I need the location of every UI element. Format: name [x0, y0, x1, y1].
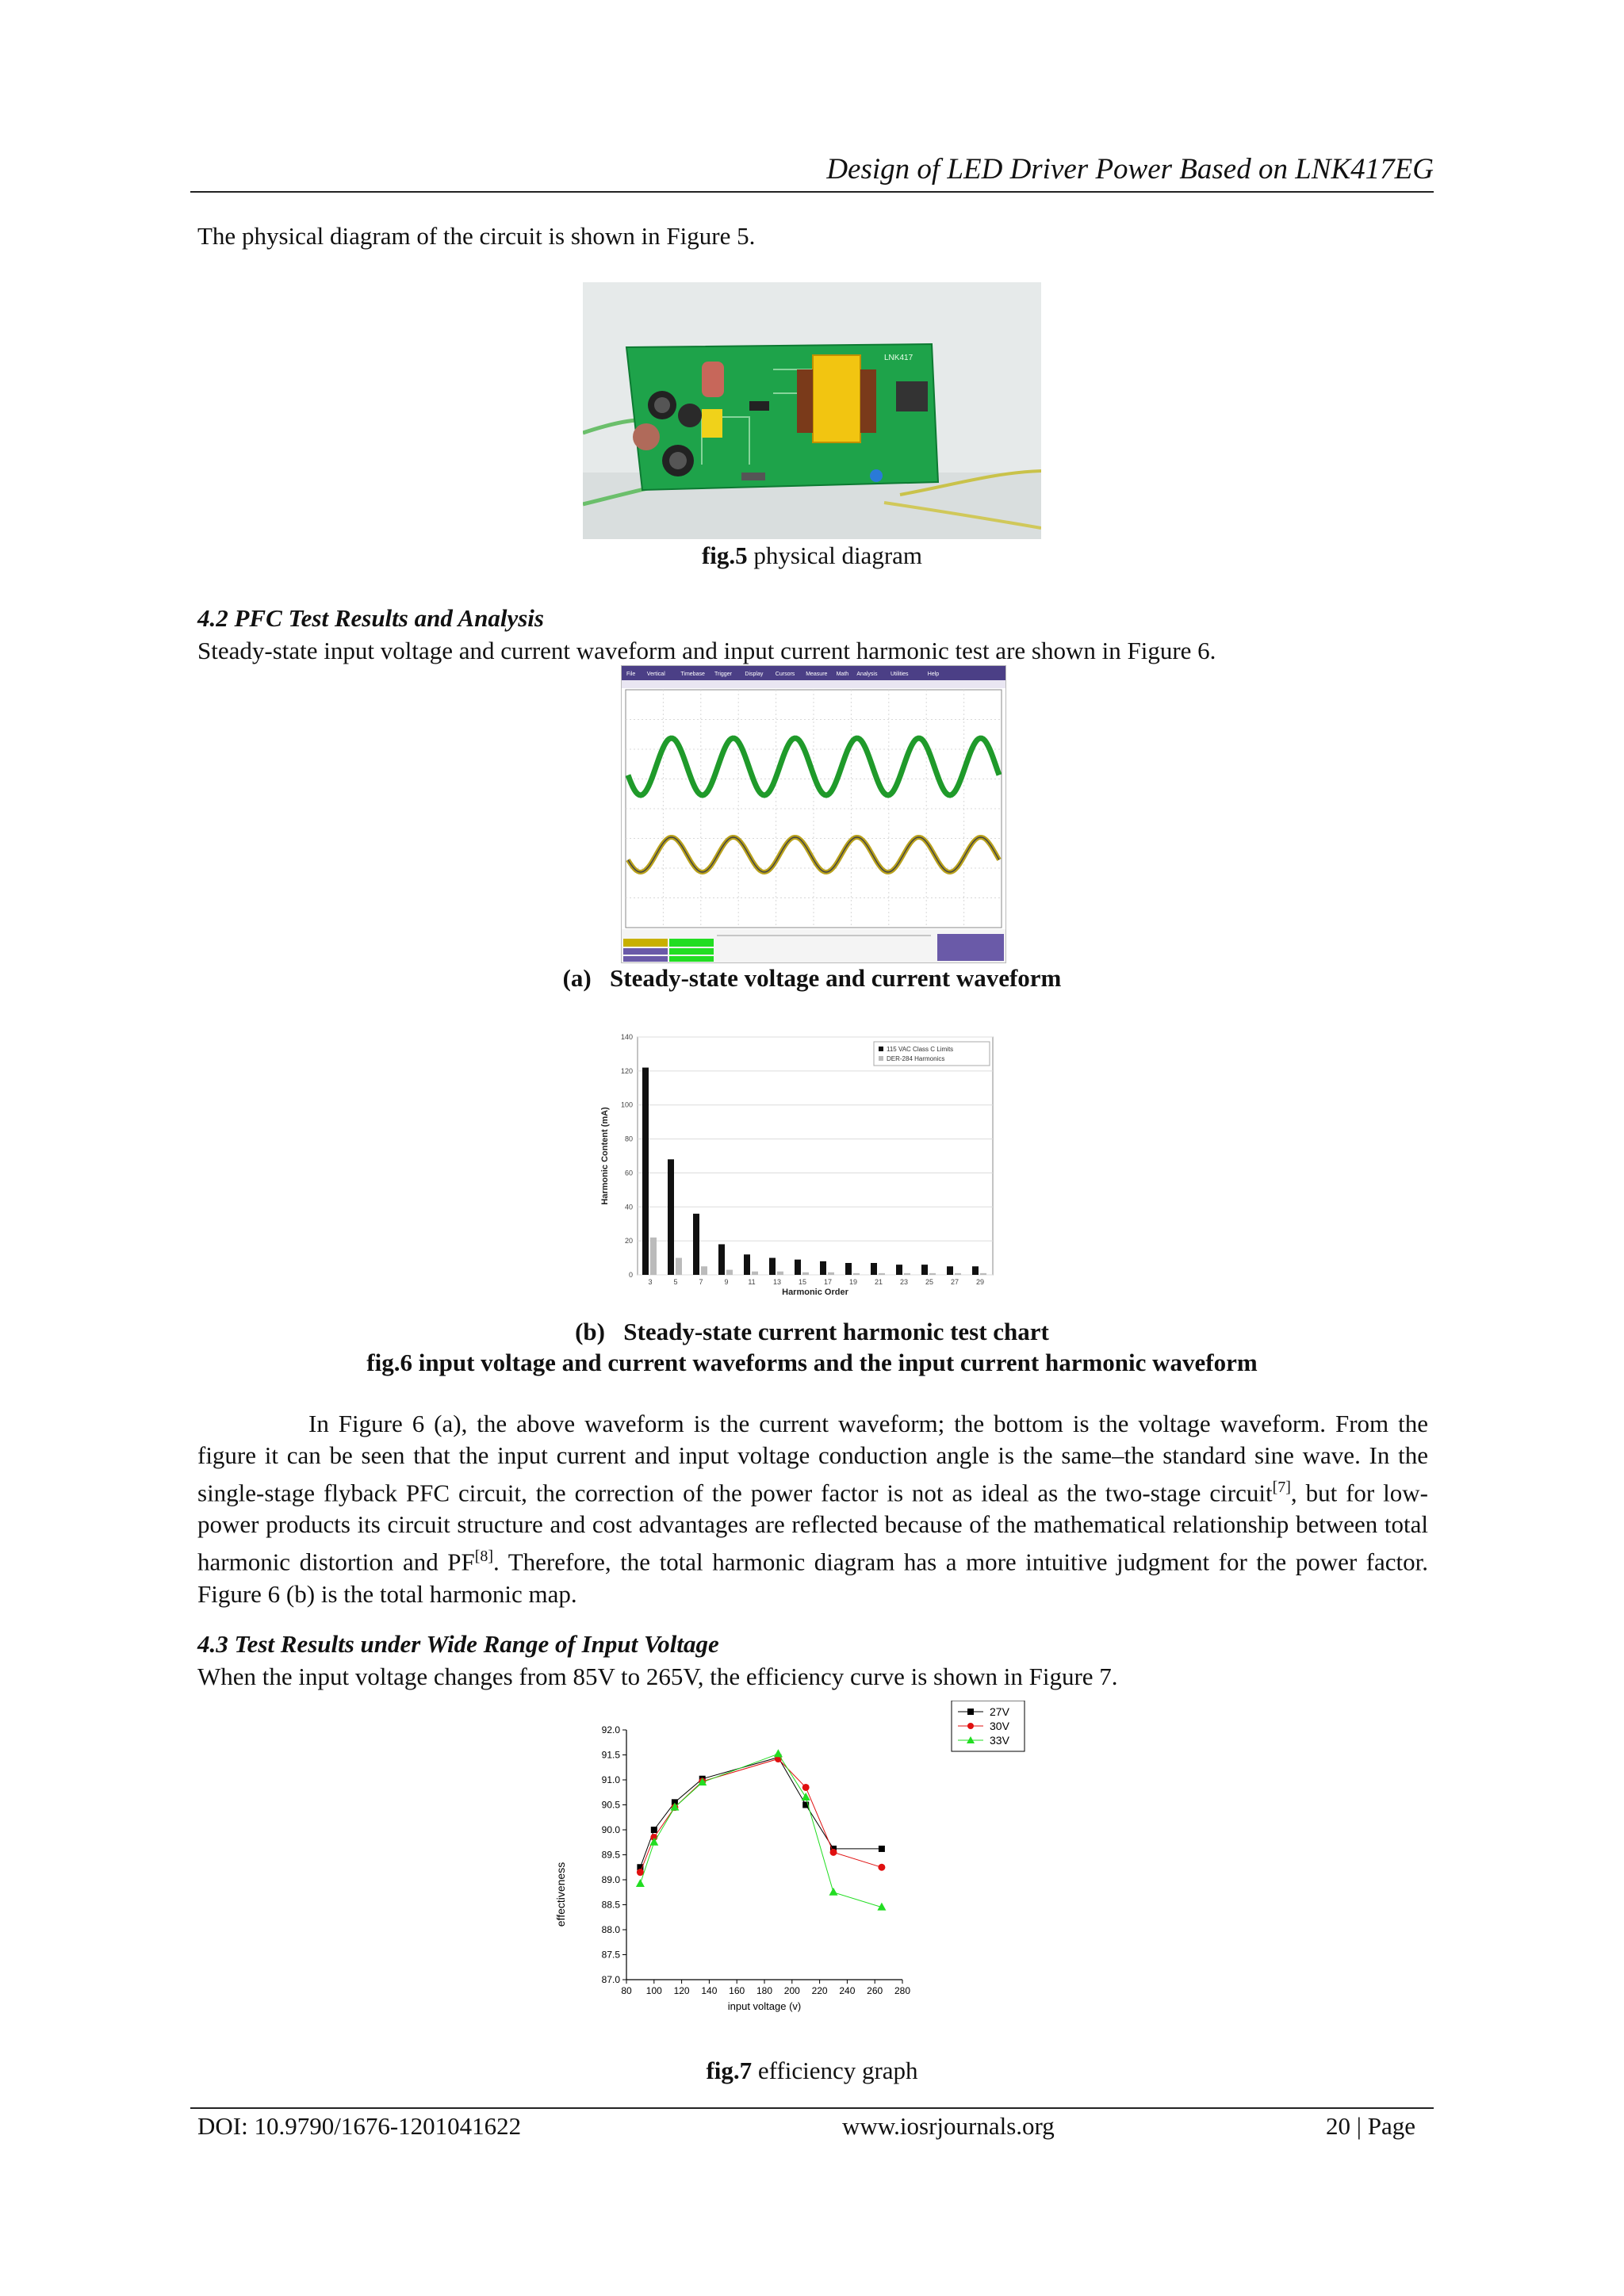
intro-text: The physical diagram of the circuit is shown in Figure 5.: [197, 222, 756, 250]
bar-class-c-limit: [668, 1159, 674, 1275]
line-series-27V: [640, 1758, 882, 1868]
bar-class-c-limit: [896, 1265, 902, 1275]
bar-class-c-limit: [795, 1260, 801, 1275]
bar-der-284-harmonic: [752, 1272, 758, 1275]
oscilloscope-screenshot: [621, 665, 1006, 963]
bar-y-tick-label: 0: [628, 1271, 633, 1279]
citation-7: [7]: [1272, 1479, 1291, 1496]
line-x-tick-label: 180: [756, 1985, 773, 1996]
line-point-27V: [651, 1827, 657, 1833]
line-point-33V: [829, 1888, 838, 1896]
bar-class-c-limit: [921, 1265, 928, 1275]
section-4-2-text: Steady-state input voltage and current waveform and input current harmonic test are shown in Figure 6.: [197, 637, 1216, 664]
bar-der-284-harmonic: [726, 1270, 733, 1275]
bar-legend-swatch: [879, 1056, 883, 1061]
bar-y-tick-label: 140: [620, 1033, 633, 1041]
bar-x-tick-label: 25: [925, 1278, 934, 1286]
line-x-tick-label: 280: [894, 1985, 911, 1996]
bar-class-c-limit: [642, 1068, 649, 1275]
body-text-3: . Therefore, the total harmonic diagram has a more intuitive judgment for the power factor. Figure 6 (b) is the total harmonic map.: [197, 1548, 1428, 1608]
harmonic-chart: [596, 1029, 999, 1308]
bar-plot-frame: [638, 1037, 993, 1275]
body-text-2: , but for low-power products its circuit structure and cost advantages are reflected because of the mathematical relationship between total harmonic distortion and PF: [197, 1479, 1428, 1576]
bar-x-axis-label: Harmonic Order: [782, 1288, 848, 1297]
bar-x-tick-label: 23: [899, 1278, 909, 1286]
bar-x-tick-label: 29: [975, 1278, 985, 1286]
line-y-axis-label: effectiveness: [554, 1862, 567, 1927]
board-label: LNK417: [884, 354, 914, 362]
bar-y-axis-label: Harmonic Content (mA): [600, 1107, 610, 1205]
line-x-tick-label: 220: [811, 1985, 828, 1996]
bar-legend-label: 115 VAC Class C Limits: [887, 1046, 954, 1053]
bar-der-284-harmonic: [701, 1266, 707, 1275]
section-4-3-text: When the input voltage changes from 85V to 265V, the efficiency curve is shown in Figure 7.: [197, 1663, 1118, 1690]
fig5-caption-text: physical diagram: [753, 541, 923, 569]
scope-menu-item: Measure: [806, 672, 828, 677]
body-text-1: In Figure 6 (a), the above waveform is the current waveform; the bottom is the voltage waveform. From the figure it can be seen that the input current and input voltage conduction angle is the same–the standard sine wave. In the single-stage flyback PFC circuit, the correction of the power factor is not as ideal as the two-stage circuit: [197, 1410, 1428, 1507]
line-point-30V: [878, 1864, 885, 1871]
bar-x-tick-label: 3: [648, 1278, 653, 1286]
bar-x-tick-label: 19: [848, 1278, 858, 1286]
line-y-tick-label: 90.0: [601, 1824, 620, 1835]
line-y-tick-label: 89.5: [601, 1849, 620, 1861]
line-series-33V: [640, 1754, 882, 1907]
bar-y-tick-label: 80: [624, 1135, 633, 1143]
line-x-tick-label: 120: [673, 1985, 690, 1996]
line-point-33V: [636, 1879, 645, 1887]
bar-der-284-harmonic: [828, 1272, 834, 1275]
bar-class-c-limit: [744, 1254, 750, 1275]
fig7-caption-text: efficiency graph: [757, 2057, 918, 2084]
fig6a-caption: [0, 964, 1624, 993]
line-point-33V: [774, 1749, 783, 1757]
bar-der-284-harmonic: [853, 1273, 860, 1275]
bar-der-284-harmonic: [650, 1238, 657, 1275]
bar-x-tick-label: 11: [748, 1278, 756, 1286]
bar-legend-label: DER-284 Harmonics: [887, 1055, 945, 1062]
line-y-tick-label: 91.0: [601, 1774, 620, 1785]
body-paragraph: [197, 1408, 1428, 1610]
bar-y-tick-label: 20: [624, 1237, 633, 1246]
line-legend-marker: [967, 1723, 974, 1729]
citation-8: [8]: [474, 1548, 494, 1566]
line-y-tick-label: 87.5: [601, 1949, 620, 1961]
bar-class-c-limit: [845, 1263, 852, 1275]
footer-doi: DOI: 10.9790/1676-1201041622: [197, 2112, 522, 2140]
running-header: Design of LED Driver Power Based on LNK417EG: [826, 153, 1434, 186]
line-legend-marker: [967, 1709, 974, 1715]
scope-menu-item: Trigger: [714, 672, 732, 677]
line-point-30V: [830, 1849, 837, 1856]
bar-der-284-harmonic: [777, 1272, 783, 1275]
bar-x-tick-label: 27: [950, 1278, 959, 1286]
fig5-label: fig.5: [701, 541, 748, 569]
footer-page-number: 20 | Page: [1326, 2112, 1415, 2140]
line-y-tick-label: 91.5: [601, 1749, 620, 1761]
bar-der-284-harmonic: [955, 1273, 961, 1275]
line-x-tick-label: 100: [645, 1985, 662, 1996]
line-point-30V: [802, 1784, 810, 1791]
bar-x-tick-label: 13: [772, 1278, 782, 1286]
line-legend-label: 27V: [990, 1705, 1009, 1718]
bar-class-c-limit: [972, 1266, 979, 1275]
footer-website: www.iosrjournals.org: [842, 2112, 1055, 2140]
bar-y-tick-label: 120: [620, 1066, 633, 1075]
line-y-tick-label: 88.0: [601, 1924, 620, 1935]
scope-menu-item: Vertical: [646, 672, 665, 677]
bar-class-c-limit: [769, 1258, 776, 1275]
scope-menu-item: Timebase: [680, 672, 705, 677]
bar-x-tick-label: 9: [724, 1278, 729, 1286]
fig6-caption: fig.6 input voltage and current waveforms and the input current harmonic waveform: [366, 1349, 1258, 1376]
bar-class-c-limit: [947, 1266, 953, 1275]
line-y-tick-label: 89.0: [601, 1874, 620, 1885]
efficiency-chart: [547, 1701, 1063, 2045]
fig7-caption: [0, 2057, 1624, 2085]
fig7-label: fig.7: [706, 2057, 753, 2084]
line-series-30V: [640, 1759, 882, 1873]
line-x-tick-label: 240: [839, 1985, 856, 1996]
line-legend-label: 30V: [990, 1720, 1009, 1732]
fig6a-caption-letter: (a): [562, 964, 592, 992]
fig5-caption: [0, 541, 1624, 570]
line-x-tick-label: 160: [729, 1985, 745, 1996]
scope-menu-item: Utilities: [891, 672, 909, 677]
scope-menu-item: Cursors: [775, 672, 795, 677]
line-y-tick-label: 92.0: [601, 1724, 620, 1735]
bar-der-284-harmonic: [802, 1272, 809, 1275]
line-y-tick-label: 88.5: [601, 1899, 620, 1911]
line-point-30V: [637, 1869, 644, 1876]
bar-der-284-harmonic: [929, 1273, 936, 1275]
scope-menu-item: File: [626, 672, 636, 677]
line-y-tick-label: 87.0: [601, 1974, 620, 1985]
scope-menu-item: Math: [836, 672, 849, 677]
bar-x-tick-label: 15: [798, 1278, 807, 1286]
bar-der-284-harmonic: [879, 1273, 885, 1275]
bar-class-c-limit: [871, 1263, 877, 1275]
bar-der-284-harmonic: [980, 1273, 986, 1275]
section-4-3-heading: 4.3 Test Results under Wide Range of Input Voltage: [197, 1630, 719, 1658]
line-x-tick-label: 80: [621, 1985, 632, 1996]
bar-legend-swatch: [879, 1047, 883, 1051]
fig6b-caption-letter: (b): [575, 1318, 605, 1345]
bar-x-tick-label: 7: [699, 1278, 703, 1286]
bar-y-tick-label: 100: [620, 1100, 633, 1109]
bar-y-tick-label: 60: [624, 1169, 633, 1177]
fig6b-caption: [0, 1318, 1624, 1346]
bar-x-tick-label: 21: [874, 1278, 883, 1286]
footer-rule: [190, 2107, 1434, 2109]
line-x-tick-label: 140: [701, 1985, 718, 1996]
line-legend-label: 33V: [990, 1734, 1009, 1747]
scope-menu-item: Help: [927, 672, 940, 677]
scope-menu-item: Analysis: [856, 672, 878, 677]
line-x-tick-label: 200: [783, 1985, 800, 1996]
scope-menu-item: Display: [745, 672, 764, 677]
bar-x-tick-label: 17: [823, 1278, 833, 1286]
line-point-27V: [879, 1846, 885, 1852]
circuit-board-photo: [583, 282, 1041, 539]
line-x-tick-label: 260: [867, 1985, 883, 1996]
bar-class-c-limit: [820, 1261, 826, 1275]
line-x-axis-label: input voltage (v): [727, 2000, 802, 2012]
bar-der-284-harmonic: [676, 1258, 682, 1275]
header-rule: [190, 191, 1434, 193]
bar-x-tick-label: 5: [673, 1278, 678, 1286]
bar-y-tick-label: 40: [624, 1203, 633, 1211]
line-y-tick-label: 90.5: [601, 1799, 620, 1811]
bar-class-c-limit: [718, 1244, 725, 1275]
bar-der-284-harmonic: [904, 1273, 910, 1275]
fig6b-caption-text: Steady-state current harmonic test chart: [623, 1318, 1049, 1345]
bar-class-c-limit: [693, 1214, 699, 1275]
fig6a-caption-text: Steady-state voltage and current waveform: [610, 964, 1062, 992]
section-4-2-heading: 4.2 PFC Test Results and Analysis: [197, 604, 544, 632]
